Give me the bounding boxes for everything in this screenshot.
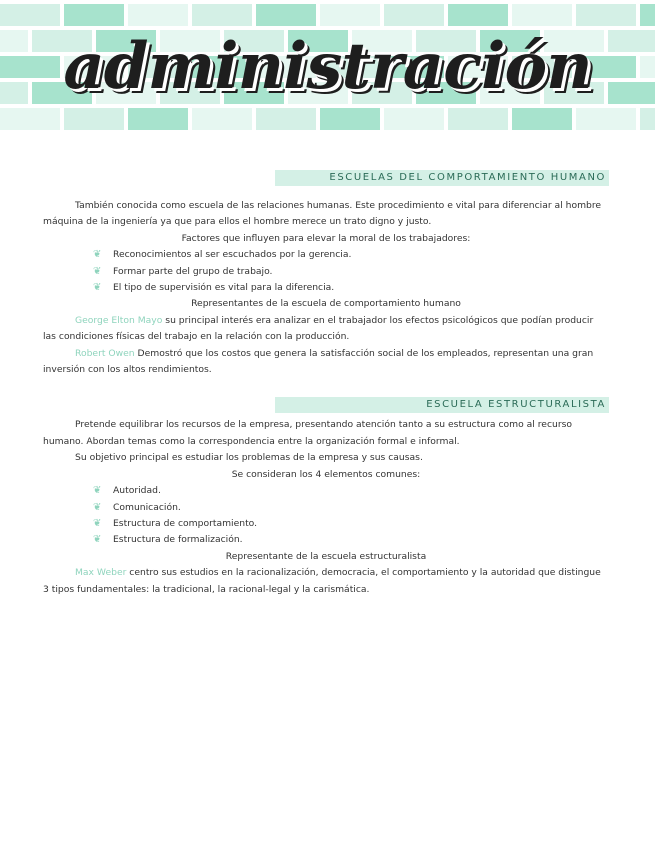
list-item: ❦ Estructura de formalización. (93, 532, 609, 548)
elements-list (43, 483, 609, 549)
representative-paragraph: George Elton Mayo su principal interés era analizar en el trabajador los efectos psicológicos que podían producir las condiciones físicas del trabajo en la relación con la producción. (43, 314, 594, 343)
leaf-icon: ❦ (93, 249, 102, 261)
leaf-icon: ❦ (93, 485, 102, 497)
page-title: administración (63, 29, 592, 104)
leaf-icon: ❦ (93, 534, 102, 546)
section-heading-comportamiento: ESCUELAS DEL COMPORTAMIENTO HUMANO (275, 170, 609, 186)
objective-paragraph: Su objetivo principal es estudiar los problemas de la empresa y sus causas. (75, 452, 423, 464)
list-item: ❦ Reconocimientos al ser escuchados por la gerencia. (93, 247, 609, 263)
intro-paragraph: También conocida como escuela de las relaciones humanas. Este procedimiento e vital para diferenciar al hombre máquina de la ingeniería ya que para ellos el hombre merece un trato digno y justo. (43, 200, 602, 228)
representative-name: Max Weber (75, 567, 127, 579)
list-item: ❦ El tipo de supervisión es vital para la diferencia. (93, 280, 609, 296)
list-item: ❦ Autoridad. (93, 483, 609, 499)
factors-title: Factores que influyen para elevar la moral de los trabajadores: (181, 232, 471, 244)
representative-title: Representante de la escuela estructuralista (225, 550, 427, 562)
representatives-title: Representantes de la escuela de comportamiento humano (191, 298, 461, 310)
factors-list (43, 247, 609, 296)
elements-title: Se consideran los 4 elementos comunes: (231, 468, 421, 480)
list-item: ❦ Formar parte del grupo de trabajo. (93, 264, 609, 280)
leaf-icon: ❦ (93, 282, 102, 294)
representative-paragraph: Max Weber centro sus estudios en la racionalización, democracia, el comportamiento y la autoridad que distingue 3 tipos fundamentales: la tradicional, la racional-legal y la carismática. (43, 567, 601, 595)
leaf-icon: ❦ (93, 265, 102, 277)
list-item: ❦ Estructura de comportamiento. (93, 516, 609, 532)
representative-paragraph: Robert Owen Demostró que los costos que genera la satisfacción social de los empleados, representan una gran inversión con los altos rendimientos. (43, 347, 594, 376)
representative-name: Robert Owen (75, 347, 135, 359)
section-heading-estructuralista: ESCUELA ESTRUCTURALISTA (275, 397, 609, 413)
leaf-icon: ❦ (93, 501, 102, 513)
leaf-icon: ❦ (93, 517, 102, 529)
intro-paragraph: Pretende equilibrar los recursos de la empresa, presentando atención tanto a su estructura como al recurso humano. Abordan temas como la correspondencia entre la organización formal e informal. (43, 419, 572, 447)
list-item: ❦ Comunicación. (93, 500, 609, 516)
document-body (43, 170, 609, 598)
representative-name: George Elton Mayo (75, 314, 163, 326)
